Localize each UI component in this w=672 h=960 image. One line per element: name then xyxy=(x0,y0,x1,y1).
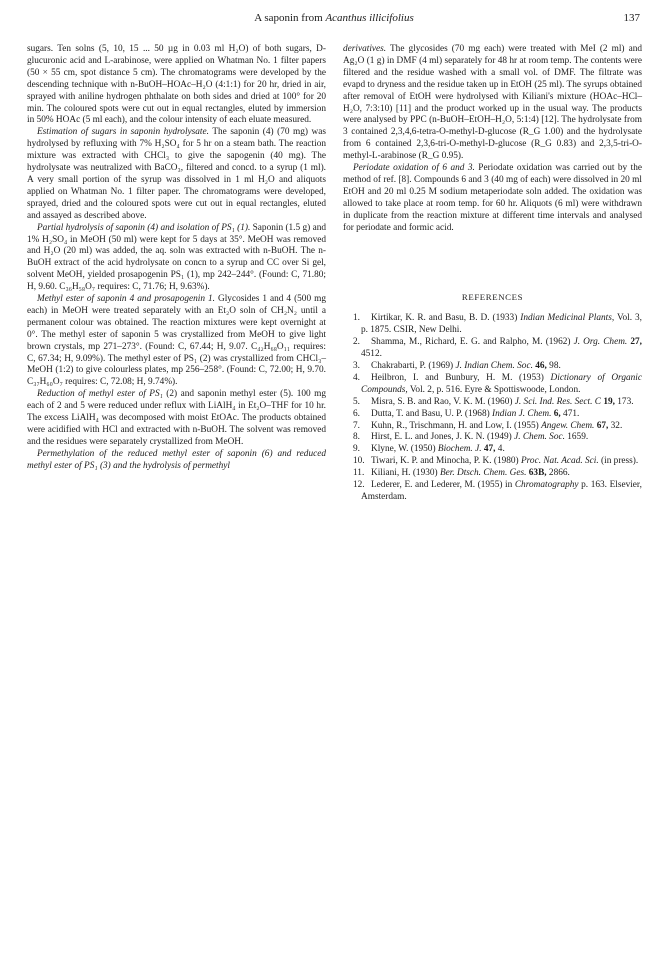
paragraph-sugar-estimation xyxy=(27,127,326,222)
reference-item xyxy=(343,361,642,373)
reference-authors: Kiliani, H. (1930) xyxy=(371,468,440,479)
reference-number: 5. xyxy=(353,396,360,407)
section-title: Methyl ester of saponin 4 and prosapogenin 1. xyxy=(37,294,215,305)
paragraph-methyl-ester xyxy=(27,294,326,389)
reference-number: 3. xyxy=(353,361,360,372)
reference-authors: Dutta, T. and Basu, U. P. (1968) xyxy=(371,408,493,419)
reference-pages: 32. xyxy=(608,420,623,431)
reference-details: p. 163. Elsevier, Amsterdam. xyxy=(361,480,642,502)
reference-source: J. Indian Chem. Soc. xyxy=(455,361,533,372)
reference-item xyxy=(343,421,642,433)
section-title: Partial hydrolysis of saponin (4) and isolation of PS₁ (1). xyxy=(37,222,251,233)
paragraph-body: The glycosides (70 mg each) were treated with MeI (2 ml) and Ag₂O (1 g) in DMF (4 ml) separately for 48 hr at room temp. The contents were filtered and the residue washed with a small vol. of DMF. The filtrate was evapd to dryness and the residue taken up in EtOH (25 ml). The syrups obtained after removal of EtOH were hydrolysed with Kiliani's mixture (HOAc–HCl–H₂O, 7:3:10) [11] and the product worked up in the usual way. The products were analysed by PPC (n-BuOH–EtOH–H₂O, 5:1:4) [12]. The hydrolysate from 3 contained 2,3,4,6-tetra-O-methyl-D-glucose (R_G 1.00) and the hydrolysate from 6 contained 2,3,6-tri-O-methyl-D-glucose (R_G 0.83) and 2,3,5-tri-O-methyl-L-arabinose (R_G 0.95). xyxy=(343,44,642,162)
reference-volume: 27, xyxy=(630,337,642,348)
reference-details: (in press). xyxy=(598,456,639,467)
reference-authors: Misra, S. B. and Rao, V. K. M. (1960) xyxy=(371,396,515,407)
reference-source: Indian Medicinal Plants, xyxy=(520,313,615,324)
reference-volume: 63B, xyxy=(528,468,547,479)
reference-number: 11. xyxy=(353,468,365,479)
paragraph-reduction xyxy=(27,389,326,449)
reference-item xyxy=(343,313,642,337)
reference-volume: 67, xyxy=(596,420,609,431)
paragraph-permethylation-title xyxy=(27,449,326,473)
reference-volume: 47, xyxy=(483,444,496,455)
reference-item xyxy=(343,373,642,397)
paragraph-body: The saponin (4) (70 mg) was hydrolysed by refluxing with 7% H₂SO₄ for 5 hr on a steam bath. The reaction mixture was extracted with CHCl₃ to give the sapogenin (40 mg). The hydrolysate was neutralized with BaCO₃, filtered and concd. to a syrup (1 ml). A very small portion of the syrup was dissolved in 1 ml H₂O and aliquots applied on Whatman No. 1 filter paper. The chromatograms were developed, sprayed, dried and the coloured spots were cut out in equal rectangles, eluted and assayed as described above. xyxy=(27,127,327,221)
reference-number: 6. xyxy=(353,408,360,419)
right-column xyxy=(343,44,642,504)
paragraph-body: Glycosides 1 and 4 (500 mg each) in MeOH were treated separately with an Et₂O soln of CH₂N₂ until a permanent colour was obtained. The reaction mixtures were kept overnight at 0°. The methyl ester of saponin 5 was crystallized from MeOH to give light brown crystals, mp 271–273°. (Found: C, 67.44; H, 9.07. C₄₂H₆₈O₁₁ requires: C, 67.34; H, 9.09%). The methyl ester of PS₁ (2) was crystallized from CHCl₃–MeOH (1:2) to give colourless plates, mp 256–258°. (Found: C, 72.00; H, 9.70. C₃₇H₆₀O₇ requires: C, 72.08; H, 9.74%). xyxy=(27,294,326,388)
reference-details: 1659. xyxy=(564,432,589,443)
reference-number: 12. xyxy=(353,480,365,491)
references-list xyxy=(343,313,642,504)
reference-authors: Hirst, E. L. and Jones, J. K. N. (1949) xyxy=(371,432,515,443)
running-title xyxy=(28,10,640,26)
reference-pages: 471. xyxy=(560,408,580,419)
running-title-species: Acanthus illicifolius xyxy=(325,12,414,24)
reference-item xyxy=(343,480,642,504)
reference-source: J. Sci. Ind. Res. Sect. C xyxy=(514,396,601,407)
reference-number: 7. xyxy=(353,420,360,431)
left-column xyxy=(27,44,326,473)
reference-number: 8. xyxy=(353,432,360,443)
reference-details: Vol. 2, p. 516. Eyre & Spottiswoode, London. xyxy=(407,384,581,395)
reference-authors: Heilbron, I. and Bunbury, H. M. (1953) xyxy=(371,372,551,383)
reference-authors: Lederer, E. and Lederer, M. (1955) in xyxy=(371,480,515,491)
reference-pages: 2866. xyxy=(546,468,570,479)
reference-number: 4. xyxy=(353,372,360,383)
section-title: Periodate oxidation of 6 and 3. xyxy=(353,163,475,174)
reference-authors: Klyne, W. (1950) xyxy=(371,444,438,455)
reference-number: 9. xyxy=(353,444,360,455)
reference-item xyxy=(343,409,642,421)
section-title: Estimation of sugars in saponin hydrolysate. xyxy=(37,127,209,138)
reference-source: Biochem. J. xyxy=(437,444,482,455)
reference-number: 1. xyxy=(353,313,360,324)
reference-source: Proc. Nat. Acad. Sci. xyxy=(520,456,599,467)
reference-item xyxy=(343,456,642,468)
reference-item xyxy=(343,468,642,480)
paragraph-body: Saponin (1.5 g) and 1% H₂SO₄ in MeOH (50 ml) were kept for 5 days at 35°. MeOH was removed and H₂O (20 ml) was added, the aq. soln was extracted with n-BuOH. The n-BuOH extract of the acid hydrolysate on concn to a syrup and CC over Si gel, solvent MeOH, yielded prosapogenin PS₁ (1), mp 242–244°. (Found: C, 71.80; H, 9.60. C₃₆H₅₈O₇ requires: C, 71.76; H, 9.63%). xyxy=(27,222,327,293)
reference-source: Dictionary of Organic Compounds, xyxy=(361,372,642,395)
reference-pages: 173. xyxy=(614,396,634,407)
paragraph-body: (2) and saponin methyl ester (5). 100 mg each of 2 and 5 were reduced under reflux with LiAlH₄ in Et₂O–THF for 10 hr. The excess LiAlH₄ was decomposed with moist EtOAc. The products obtained were acidified with HCl and extracted with n-BuOH. The solvent was removed and the residues were separately crystallized from MeOH. xyxy=(27,389,326,447)
reference-pages: 4512. xyxy=(361,349,382,360)
reference-authors: Kuhn, R., Trischmann, H. and Low, I. (1955) xyxy=(371,420,542,431)
page-number: 137 xyxy=(623,12,640,24)
paragraph-sugar-standards: sugars. Ten solns (5, 10, 15 ... 50 µg in 0.03 ml H₂O) of both sugars, D-glucuronic acid and L-arabinose, were applied on Whatman No. 1 filter papers (50 × 55 cm, spot distance 5 cm). The chromatograms were developed by the descending technique with n-BuOH–HOAc–H₂O (4:1:1) for 20 hr, dried in air, sprayed with aniline hydrogen phthalate on both sides and dried at 100° for 20 min. The coloured spots were cut out in equal rectangles, eluted by immersion in 50% HOAc (5 ml each), and the colour intensity of each eluate measured. xyxy=(27,44,326,126)
reference-source: Chromatography xyxy=(514,480,579,491)
reference-item xyxy=(343,337,642,361)
reference-source: Indian J. Chem. xyxy=(492,408,552,419)
reference-volume: 19, xyxy=(603,396,615,407)
running-title-text: A saponin from xyxy=(254,12,326,24)
reference-volume: 6, xyxy=(553,408,561,419)
reference-volume: 46, xyxy=(535,361,547,372)
paragraph-periodate-oxidation xyxy=(343,163,642,234)
reference-authors: Tiwari, K. P. and Minocha, P. K. (1980) xyxy=(371,456,521,467)
section-title: Permethylation of the reduced methyl ester of saponin (6) and reduced methyl ester of PS₁ (3) and the hydrolysis of permethyl xyxy=(27,448,326,471)
reference-authors: Chakrabarti, P. (1969) xyxy=(371,361,456,372)
reference-source: J. Org. Chem. xyxy=(573,337,628,348)
reference-details: Vol. 3, p. 1875. CSIR, New Delhi. xyxy=(361,313,642,336)
reference-source: J. Chem. Soc. xyxy=(514,432,565,443)
reference-source: Angew. Chem. xyxy=(541,420,595,431)
section-title: Reduction of methyl ester of PS₁ xyxy=(37,389,163,400)
reference-pages: 98. xyxy=(546,361,561,372)
page-header xyxy=(28,10,640,26)
reference-item xyxy=(343,444,642,456)
reference-source: Ber. Dtsch. Chem. Ges. xyxy=(439,468,527,479)
reference-item xyxy=(343,432,642,444)
section-title: derivatives. xyxy=(343,44,387,54)
reference-pages: 4. xyxy=(495,444,505,455)
references-heading: REFERENCES xyxy=(461,291,524,302)
reference-authors: Kirtikar, K. R. and Basu, B. D. (1933) xyxy=(371,313,521,324)
paragraph-permethylation xyxy=(343,44,642,163)
paragraph-body: Periodate oxidation was carried out by the method of ref. [8]. Compounds 6 and 3 (40 mg of each) were dissolved in 20 ml EtOH and 20 ml 0.25 M sodium metaperiodate soln added. The oxidation was allowed to take place at room temp. for 60 hr. Aliquots (6 ml) were withdrawn in duplicate from the reaction mixture at different time intervals and analysed for periodate and formic acid. xyxy=(343,163,642,233)
reference-number: 2. xyxy=(353,337,360,348)
reference-authors: Shamma, M., Richard, E. G. and Ralpho, M. (1962) xyxy=(371,337,574,348)
reference-item xyxy=(343,397,642,409)
paragraph-partial-hydrolysis xyxy=(27,223,326,294)
reference-number: 10. xyxy=(353,456,365,467)
